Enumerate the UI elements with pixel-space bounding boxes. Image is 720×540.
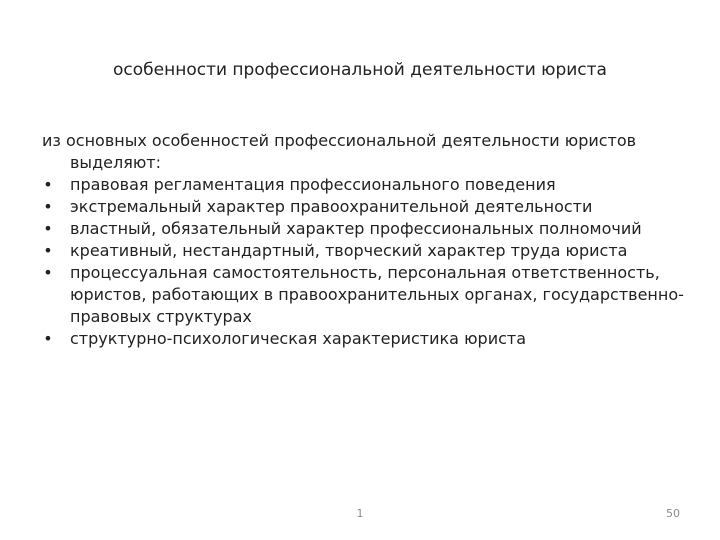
bullet-icon: • xyxy=(43,175,53,194)
bullet-icon: • xyxy=(43,263,53,282)
bullet-icon: • xyxy=(43,219,53,238)
list-item-text: правовая регламентация профессионального поведения xyxy=(70,175,556,194)
list-item-text: креативный, нестандартный, творческий характер труда юриста xyxy=(70,241,628,260)
bullet-list xyxy=(42,174,692,350)
list-item xyxy=(42,262,692,328)
intro-text: из основных особенностей профессиональной деятельности юристов выделяют: xyxy=(42,131,637,172)
list-item-text: экстремальный характер правоохранительной деятельности xyxy=(70,197,593,216)
page-number: 50 xyxy=(666,507,680,520)
slide-title: особенности профессиональной деятельности юриста xyxy=(113,60,607,80)
bullet-icon: • xyxy=(43,197,53,216)
list-item-text: властный, обязательный характер профессиональных полномочий xyxy=(70,219,642,238)
slide-body xyxy=(42,130,692,350)
list-item xyxy=(42,218,692,240)
list-item xyxy=(42,174,692,196)
bullet-icon: • xyxy=(43,241,53,260)
list-item xyxy=(42,328,692,350)
list-item-text: процессуальная самостоятельность, персональная ответственность, юристов, работающих в правоохранительных органах, государственно-правовых структурах xyxy=(70,263,684,326)
list-item-text: структурно-психологическая характеристика юриста xyxy=(70,329,527,348)
footer-center-number: 1 xyxy=(356,507,364,520)
list-item xyxy=(42,240,692,262)
bullet-icon: • xyxy=(43,329,53,348)
list-item xyxy=(42,196,692,218)
